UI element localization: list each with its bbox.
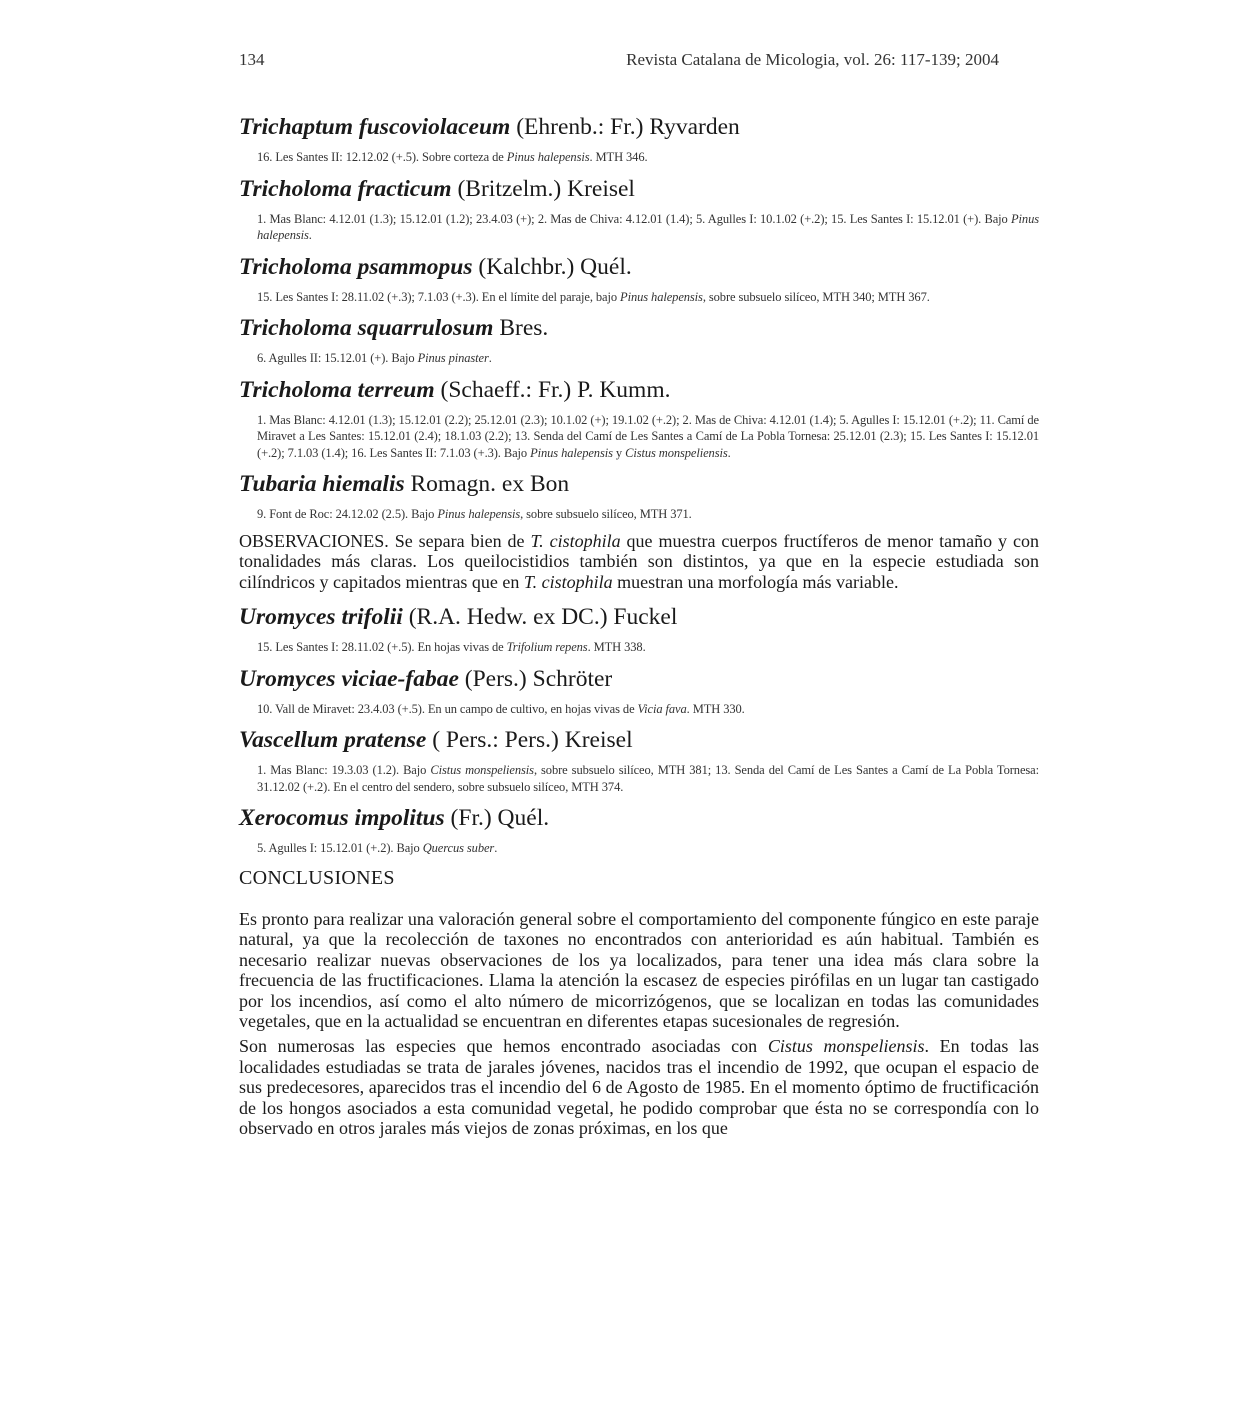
record-italic-1: Pinus halepensis (530, 445, 613, 460)
observaciones-paragraph (239, 531, 1039, 593)
species-name (239, 803, 1039, 833)
species-binomial: Trichaptum fuscoviolaceum (239, 114, 511, 140)
species-author: ( Pers.: Pers.) Kreisel (426, 727, 633, 753)
species-records (257, 149, 1039, 166)
species-binomial: Vascellum pratense (239, 727, 427, 753)
species-name (239, 375, 1039, 405)
record-text-2: . MTH 346. (589, 150, 648, 164)
obs-italic-3: T. cistophila (523, 571, 613, 592)
species-entry (239, 725, 1039, 795)
species-name (239, 602, 1039, 632)
species-name (239, 112, 1039, 142)
record-italic-1: Trifolium repens (506, 640, 588, 654)
record-italic-3: Cistus monspeliensis (625, 445, 728, 460)
record-text-0: 16. Les Santes II: 12.12.02 (+.5). Sobre corteza de (257, 150, 507, 164)
species-entry (239, 375, 1039, 462)
record-text-0: 1. Mas Blanc: 4.12.01 (1.3); 15.12.01 (2.2); 25.12.01 (2.3); 10.1.02 (+); 19.1.02 (+.2); 2. Mas de Chiva: 4.12.01 (1.4); 5. Agulles I: 15.12.01 (+.2); 11. Camí de Miravet a Les Santes: 15.12.01 (2.4); 18.1.03 (2.2); 13. Senda del Camí de Les Santes a Camí de La Pobla Tornesa: 25.12.01 (2.3); 15. Les Santes I: 15.12.01 (+.2); 7.1.03 (1.4); 16. Les Santes II: 7.1.03 (+.3). Bajo (257, 412, 1039, 460)
record-text-2: . MTH 330. (686, 701, 745, 716)
record-italic-1: Pinus halepensis (257, 211, 1039, 242)
species-entry (239, 803, 1039, 857)
species-records (257, 701, 1039, 718)
species-name (239, 252, 1039, 282)
species-records (257, 289, 1039, 306)
record-text-4: . (727, 445, 731, 460)
species-entries-part-2 (239, 602, 1039, 857)
record-text-2: . MTH 338. (587, 640, 646, 654)
species-list (239, 112, 1039, 1143)
obs-text-0: OBSERVACIONES. Se separa bien de (239, 530, 531, 551)
species-records (257, 350, 1039, 367)
species-author: Romagn. ex Bon (404, 471, 570, 497)
species-binomial: Xerocomus impolitus (239, 805, 445, 831)
species-author: (Kalchbr.) Quél. (472, 253, 632, 280)
record-text-0: 15. Les Santes I: 28.11.02 (+.3); 7.1.03 (+.3). En el límite del paraje, bajo (257, 289, 621, 304)
species-binomial: Tricholoma fracticum (239, 175, 452, 202)
obs-italic-1: T. cistophila (530, 530, 621, 551)
record-italic-1: Quercus suber (422, 841, 495, 855)
record-italic-1: Pinus halepensis (437, 507, 521, 521)
species-name (239, 664, 1039, 694)
record-text-0: 6. Agulles II: 15.12.01 (+). Bajo (257, 351, 418, 365)
record-italic-1: Cistus monspeliensis (430, 763, 534, 777)
conclusiones-heading: CONCLUSIONES (239, 866, 395, 889)
record-text-2: . (488, 351, 492, 365)
record-text-0: 10. Vall de Miravet: 23.4.03 (+.5). En un campo de cultivo, en hojas vivas de (257, 701, 638, 716)
species-records (257, 840, 1039, 857)
species-entry (239, 174, 1039, 244)
species-author: Bres. (493, 315, 549, 341)
species-binomial: Uromyces trifolii (239, 604, 403, 630)
species-entry (239, 313, 1039, 367)
record-text-2: y (612, 445, 626, 460)
obs-text-4: muestran una morfología más variable. (612, 571, 899, 592)
species-binomial: Tubaria hiemalis (239, 471, 405, 497)
species-binomial: Uromyces viciae-fabae (239, 665, 459, 692)
species-records (257, 211, 1039, 244)
record-italic-1: Pinus halepensis (506, 150, 590, 164)
species-author: (Britzelm.) Kreisel (451, 175, 635, 202)
species-records (257, 762, 1039, 795)
species-name (239, 174, 1039, 204)
concl2-italic-1: Cistus monspeliensis (767, 1036, 925, 1057)
record-italic-1: Pinus halepensis (620, 289, 703, 304)
record-text-2: . (308, 228, 312, 242)
species-binomial: Tricholoma terreum (239, 376, 435, 403)
concl1-text-0: Es pronto para realizar una valoración general sobre el comportamiento del componente fúngico en este paraje natural, ya que la recolección de taxones no encontrados con anterioridad es aún habitual. También es necesario realizar nuevas observaciones de los ya localizados, para tener una idea más clara sobre la frecuencia de las fructificaciones. Llama la atención la escasez de especies pirófilas en un lugar tan castigado por los incendios, así como el alto número de micorrizógenos, que se localizan en todas las comunidades vegetales, que en la actualidad se encuentran en diferentes etapas sucesionales de regresión. (239, 908, 1039, 1032)
species-name (239, 469, 1039, 499)
species-binomial: Tricholoma squarrulosum (239, 315, 494, 341)
species-entry (239, 469, 1039, 523)
species-entry (239, 664, 1039, 718)
species-author: (Schaeff.: Fr.) P. Kumm. (434, 376, 671, 403)
species-entry (239, 602, 1039, 656)
record-text-0: 15. Les Santes I: 28.11.02 (+.5). En hojas vivas de (257, 640, 507, 654)
species-author: (Ehrenb.: Fr.) Ryvarden (510, 114, 740, 140)
record-text-2: , sobre subsuelo silíceo, MTH 340; MTH 367. (702, 289, 930, 304)
species-records (257, 506, 1039, 523)
species-records (257, 412, 1039, 462)
concl2-text-2: . En todas las localidades estudiadas se trata de jarales jóvenes, nacidos tras el incendio de 1992, que ocupan el espacio de sus predecesores, aparecidos tras el incendio del 6 de Agosto de 1985. En el momento óptimo de fructificación de los hongos asociados a esta comunidad vegetal, he podido comprobar que ésta no se correspondía con lo observado en otros jarales más viejos de zonas próximas, en los que (239, 1036, 1039, 1139)
record-italic-1: Pinus pinaster (417, 351, 489, 365)
obs-text-2: que muestra cuerpos fructíferos de menor tamaño y con tonalidades más claras. Los queilocistidios también son distintos, ya que en la especie estudiada son cilíndricos y capitados mientras que en (239, 530, 1039, 592)
species-author: (R.A. Hedw. ex DC.) Fuckel (402, 604, 678, 630)
record-text-2: , sobre subsuelo silíceo, MTH 381; 13. Senda del Camí de Les Santes a Camí de La Pobla Tornesa: 31.12.02 (+.2). En el centro del sendero, sobre subsuelo silíceo, MTH 374. (257, 763, 1039, 794)
record-text-0: 5. Agulles I: 15.12.01 (+.2). Bajo (257, 841, 423, 855)
record-text-2: , sobre subsuelo silíceo, MTH 371. (520, 507, 692, 521)
record-text-0: 1. Mas Blanc: 4.12.01 (1.3); 15.12.01 (1.2); 23.4.03 (+); 2. Mas de Chiva: 4.12.01 (1.4); 5. Agulles I: 10.1.02 (+.2); 15. Les Santes I: 15.12.01 (+). Bajo (257, 211, 1012, 226)
record-text-0: 1. Mas Blanc: 19.3.03 (1.2). Bajo (257, 763, 431, 777)
species-entry (239, 252, 1039, 306)
concl2-text-0: Son numerosas las especies que hemos encontrado asociadas con (239, 1036, 768, 1057)
record-italic-1: Vicia fava (637, 701, 687, 716)
species-binomial: Tricholoma psammopus (239, 253, 473, 280)
species-name (239, 725, 1039, 755)
journal-citation: Revista Catalana de Micologia, vol. 26: 117-139; 2004 (626, 50, 999, 69)
conclusiones-paragraph-2 (239, 1036, 1039, 1139)
record-text-0: 9. Font de Roc: 24.12.02 (2.5). Bajo (257, 507, 438, 521)
species-entries-part-1 (239, 112, 1039, 523)
species-name (239, 313, 1039, 343)
page-number: 134 (239, 50, 265, 69)
species-author: (Pers.) Schröter (458, 665, 613, 692)
species-entry (239, 112, 1039, 166)
record-text-2: . (494, 841, 498, 855)
species-records (257, 639, 1039, 656)
conclusiones-paragraph-1 (239, 909, 1039, 1033)
species-author: (Fr.) Quél. (444, 805, 550, 831)
